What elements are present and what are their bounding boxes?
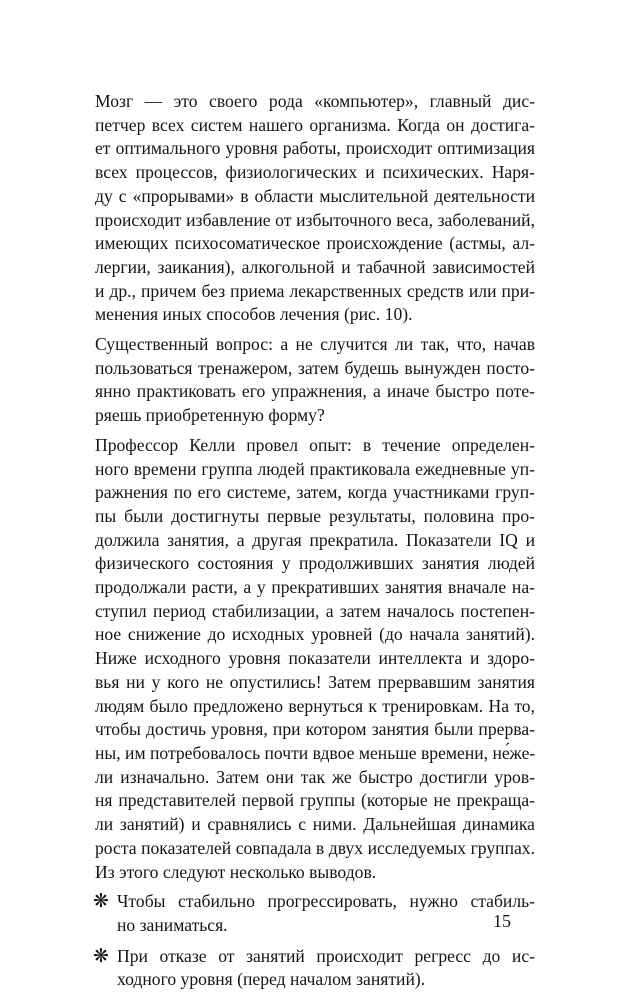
text-line: всех процессов, физиологических и психических. Наря- [95,162,535,183]
asterism-bullet-icon: ❋ [93,945,109,967]
bullet-item-2 [73,945,535,992]
text-line: Профессор Келли провел опыт: в течение определен- [95,434,535,455]
main-text [73,90,535,999]
text-line: пы были достигнуты первые результаты, половина про- [95,505,535,526]
text-line: Чтобы стабильно прогрессировать, нужно стабиль- [117,891,535,912]
text-line: ряешь приобретенную форму? [95,405,325,426]
text-line: петчер всех систем нашего организма. Когда он достига- [95,114,535,135]
text-line: и др., причем без приема лекарственных средств или при- [95,280,535,301]
paragraph-1 [73,90,535,327]
bullet-item-1 [73,890,535,937]
text-line: Из этого следуют несколько выводов. [95,861,377,882]
text-line: людям было предложено вернуться к тренировкам. На то, [95,695,535,716]
text-line: происходит избавление от избыточного веса, заболеваний, [95,209,535,230]
text-line: лергии, заикания), алкогольной и табачной зависимостей [95,256,535,277]
text-line: ражнения по его системе, затем, когда участниками груп- [95,482,535,503]
text-line: ли занятий) и сравнялись с ними. Дальнейшая динамика [95,814,535,835]
text-line: ли изначально. Затем они так же быстро достигли уров- [95,766,535,787]
text-line: менения иных способов лечения (рис. 10). [95,304,413,325]
text-line: физического состояния у продолживших занятия людей [95,553,535,574]
page-number: 15 [493,911,511,931]
paragraph-3 [73,434,535,884]
text-line: ет оптимального уровня работы, происходит оптимизация [95,138,535,159]
paragraph-2 [73,333,535,428]
text-line: пользоваться тренажером, затем будешь вынужден посто- [95,357,535,378]
text-line: Ниже исходного уровня показатели интеллекта и здоро- [95,648,535,669]
text-line: ного времени группа людей практиковала ежедневные уп- [95,458,535,479]
text-line: должила занятия, а другая прекратила. Показатели IQ и [95,529,535,550]
text-line: ны, им потребовалось почти вдвое меньше времени, не́же- [95,742,536,763]
text-line: Существенный вопрос: а не случится ли так, что, начав [95,334,535,355]
text-line: Мозг — это своего рода «компьютер», главный дис- [95,91,535,111]
text-line: ходного уровня (перед началом занятий). [117,969,426,990]
text-line: ное снижение до исходных уровней (до начала занятий). [95,624,535,645]
text-line: ступил период стабилизации, а затем началось постепен- [95,600,535,621]
text-line: имеющих психосоматическое происхождение (астмы, ал- [95,233,535,254]
text-line: продолжали расти, а у прекративших занятия вначале на- [95,577,535,598]
text-line: ня представителей первой группы (которые не прекраща- [95,790,535,811]
asterism-bullet-icon: ❋ [93,891,109,913]
text-line: При отказе от занятий происходит регресс до ис- [117,945,535,966]
text-line: вья ни у кого не опустились! Затем прервавшим занятия [95,671,535,692]
text-line: ду с «прорывами» в области мыслительной деятельности [95,185,535,206]
text-line: роста показателей совпадала в двух исследуемых группах. [95,837,535,858]
text-line: но заниматься. [117,914,228,935]
text-line: чтобы достичь уровня, при котором занятия были прерва- [95,719,535,740]
text-line: янно практиковать его упражнения, а иначе быстро поте- [95,381,535,402]
